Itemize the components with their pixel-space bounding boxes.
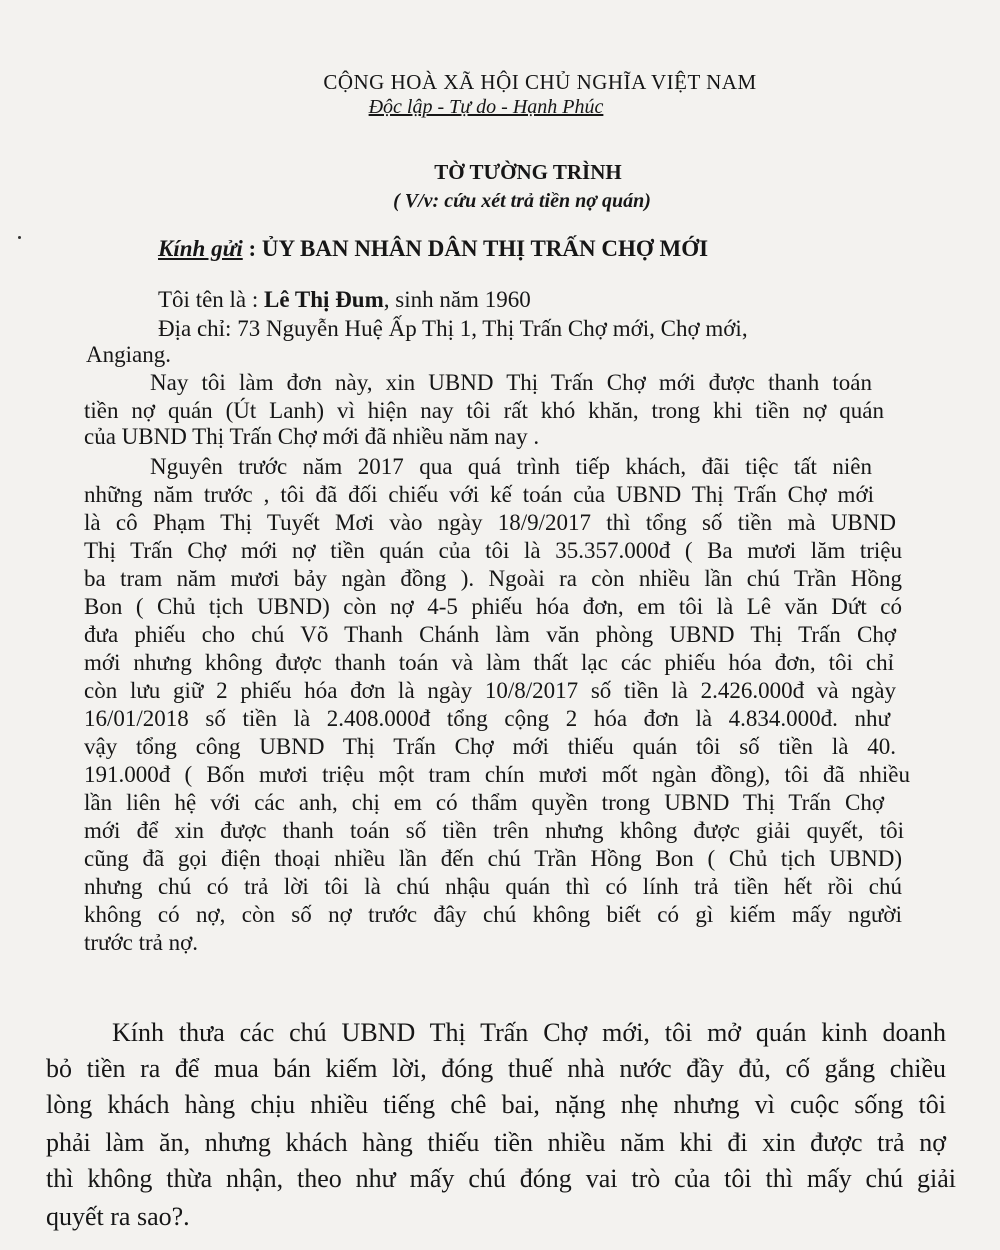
document-title: TỜ TƯỜNG TRÌNH [434,160,622,184]
body-line: Bon ( Chủ tịch UBND) còn nợ 4-5 phiếu hóa đơn, em tôi là Lê văn Dứt có [84,594,902,619]
body-line: của UBND Thị Trấn Chợ mới đã nhiều năm nay . [84,424,540,449]
closing-line: quyết ra sao?. [46,1202,190,1231]
name-prefix: Tôi tên là : [158,287,259,312]
body-line: những năm trước , tôi đã đối chiếu với kế toán của UBND Thị Trấn Chợ mới [84,482,874,507]
body-line: nhưng chú có trả lời tôi là chú nhậu quán thì có lính trả tiền hết rồi chú [84,874,902,899]
closing-line: thì không thừa nhận, theo như mấy chú đóng vai trò của tôi thì mấy chú giải [46,1164,956,1193]
national-title: CỘNG HOÀ XÃ HỘI CHỦ NGHĨA VIỆT NAM [323,70,757,94]
body-line: mới nhưng không được thanh toán và làm thất lạc các phiếu hóa đơn, tôi chỉ [84,650,894,675]
body-line: trước trả nợ. [84,930,199,955]
applicant-name: Lê Thị Đum [264,287,384,312]
body-line: Thị Trấn Chợ mới nợ tiền quán của tôi là 35.357.000đ ( Ba mươi lăm triệu [84,538,902,563]
body-line: còn lưu giữ 2 phiếu hóa đơn là ngày 10/8/2017 số tiền là 2.426.000đ và ngày [84,678,896,703]
recipient-label: Kính gửi [158,236,243,261]
recipient-value: : ỦY BAN NHÂN DÂN THỊ TRẤN CHỢ MỚI [248,236,709,261]
applicant-birth: , sinh năm 1960 [383,287,531,312]
body-line: Nay tôi làm đơn này, xin UBND Thị Trấn Chợ mới được thanh toán [150,370,872,395]
closing-line: Kính thưa các chú UBND Thị Trấn Chợ mới, tôi mở quán kinh doanh [112,1018,946,1047]
address-line-1: Địa chỉ: 73 Nguyễn Huệ Ấp Thị 1, Thị Trấn Chợ mới, Chợ mới, [158,316,748,341]
body-line: vậy tổng công UBND Thị Trấn Chợ mới thiếu quán tôi số tiền là 40. [84,734,896,759]
address-line-2: Angiang. [86,342,171,367]
closing-line: phải làm ăn, nhưng khách hàng thiếu tiền nhiều năm khi đi xin được trả nợ [46,1128,946,1157]
body-line: 16/01/2018 số tiền là 2.408.000đ tổng cộng 2 hóa đơn là 4.834.000đ. như [84,706,890,731]
body-line: mới để xin được thanh toán số tiền trên nhưng không được giải quyết, tôi [84,818,904,843]
recipient-line [158,236,708,262]
body-line: Nguyên trước năm 2017 qua quá trình tiếp khách, đãi tiệc tất niên [150,454,872,479]
body-line: tiền nợ quán (Út Lanh) vì hiện nay tôi rất khó khăn, trong khi tiền nợ quán [84,398,884,423]
body-line: 191.000đ ( Bốn mươi triệu một tram chín mươi mốt ngàn đồng), tôi đã nhiều [84,762,910,787]
document-subtitle: ( V/v: cứu xét trả tiền nợ quán) [393,190,651,212]
body-line: ba tram năm mươi bảy ngàn đồng ). Ngoài ra còn nhiều lần chú Trần Hồng [84,566,902,591]
body-line: lần liên hệ với các anh, chị em có thẩm quyền trong UBND Thị Trấn Chợ [84,790,884,815]
body-line: không có nợ, còn số nợ trước đây chú không biết có gì kiếm mấy người [84,902,902,927]
body-line: là cô Phạm Thị Tuyết Mơi vào ngày 18/9/2017 thì tổng số tiền mà UBND [84,510,896,535]
applicant-name-line [158,287,531,313]
scan-speck [18,236,21,239]
body-line: cũng đã gọi điện thoại nhiều lần đến chú Trần Hồng Bon ( Chủ tịch UBND) [84,846,902,871]
body-line: đưa phiếu cho chú Võ Thanh Chánh làm văn phòng UBND Thị Trấn Chợ [84,622,896,647]
national-motto: Độc lập - Tự do - Hạnh Phúc [368,96,604,118]
closing-line: bỏ tiền ra để mua bán kiếm lời, đóng thuế nhà nước đầy đủ, cố gắng chiều [46,1054,946,1083]
closing-line: lòng khách hàng chịu nhiều tiếng chê bai, nặng nhẹ nhưng vì cuộc sống tôi [46,1090,946,1119]
